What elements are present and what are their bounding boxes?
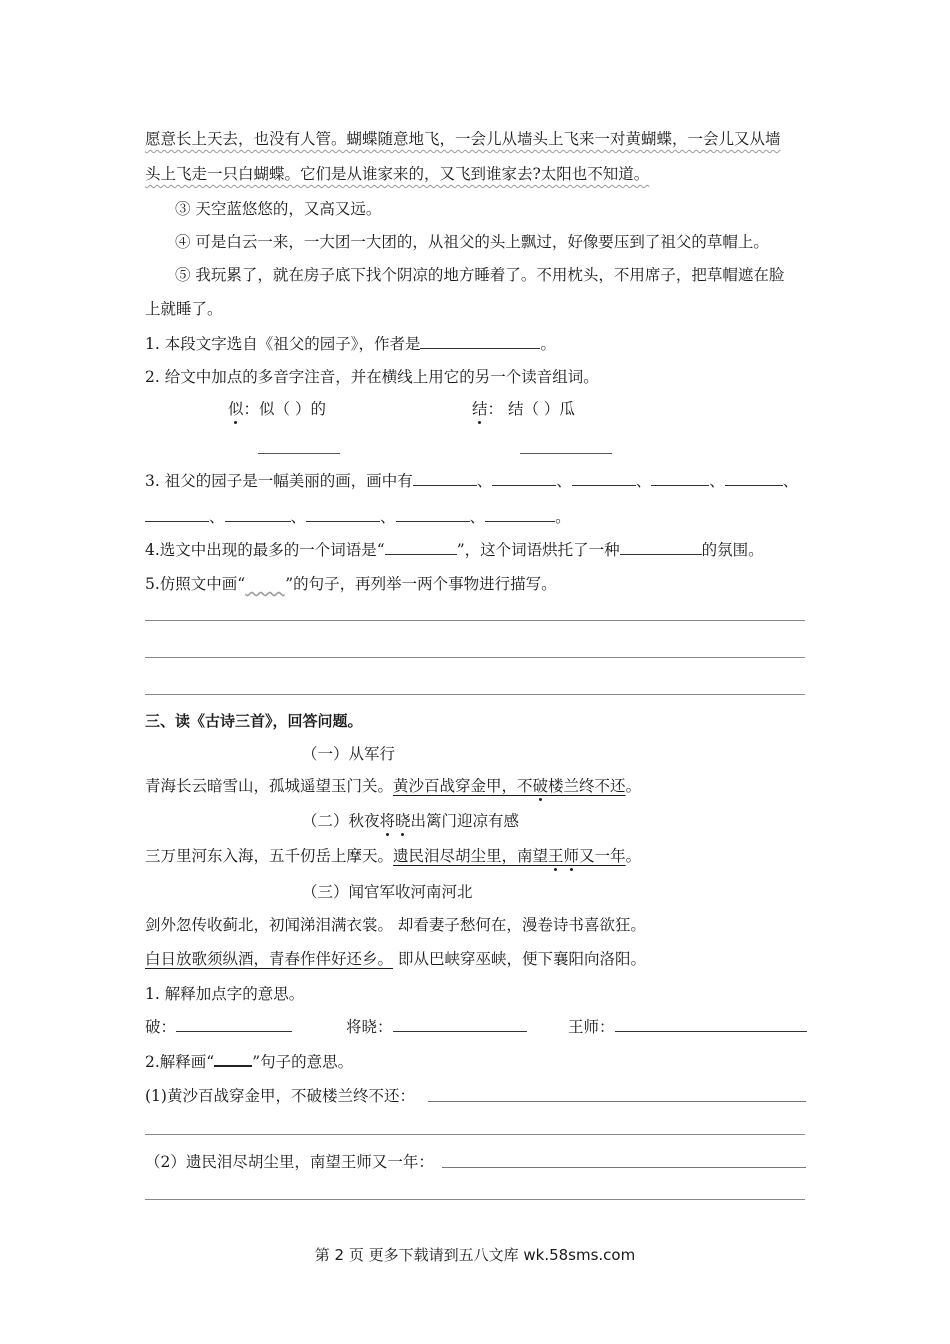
poem-2-title: （二）秋夜将晓出篱门迎凉有感	[302, 812, 520, 830]
dotted-char-shi: 师	[563, 847, 580, 865]
dotted-char-xiao: 晓	[395, 812, 411, 830]
passage-item-5-cont: 上就睡了。	[145, 300, 223, 318]
s3-q1-po: 破：	[145, 1016, 292, 1038]
answer-blank-atmosphere[interactable]	[620, 539, 702, 555]
dotted-char-si: 似	[228, 400, 244, 418]
answer-blank-si-word[interactable]	[258, 453, 340, 454]
poem-3-title: （三）闻官军收河南河北	[302, 883, 473, 901]
answer-blank-jie-word[interactable]	[520, 453, 612, 454]
answer-line[interactable]	[145, 1199, 805, 1200]
passage-item-4: ④ 可是白云一来，一大团一大团的，从祖父的头上飘过，好像要压到了祖父的草帽上。	[175, 233, 769, 251]
answer-blank[interactable]	[396, 506, 470, 522]
poem-1-text: 青海长云暗雪山，孤城遥望玉门关。黄沙百战穿金甲，不破楼兰终不还。	[145, 777, 642, 795]
question-4: 4.选文中出现的最多的一个词语是“ ”，这个词语烘托了一种 的氛围。	[145, 541, 764, 559]
answer-blank-jiangxiao[interactable]	[393, 1016, 527, 1032]
q2-item-si: 似：似（ ）的	[228, 400, 326, 418]
q2-item-jie: 结： 结（ ）瓜	[472, 400, 575, 418]
answer-blank[interactable]	[492, 470, 556, 486]
question-5: 5.仿照文中画“​ ”的句子，再列举一两个事物进行描写。	[145, 575, 557, 593]
passage-line-1: 愿意长上天去，也没有人管。蝴蝶随意地飞，一会儿从墙头上飞来一对黄蝴蝶，一会儿又从墙	[145, 130, 781, 148]
dotted-char-jie: 结	[472, 400, 488, 418]
question-2: 2. 给文中加点的多音字注音，并在横线上用它的另一个读音组词。	[145, 368, 599, 386]
answer-line[interactable]	[145, 657, 805, 658]
poem-1-title: （一）从军行	[302, 745, 396, 763]
dotted-char-po: 破	[532, 777, 549, 795]
dotted-char-wang: 王	[548, 847, 564, 865]
page-footer: 第 2 页 更多下载请到五八文库 wk.58sms.com	[314, 1246, 636, 1264]
answer-blank[interactable]	[225, 506, 291, 522]
s3-q2-1: (1)黄沙百战穿金甲，不破楼兰终不还：	[145, 1087, 415, 1105]
passage-item-3: ③ 天空蓝悠悠的，又高又远。	[175, 200, 382, 218]
answer-line[interactable]	[428, 1101, 806, 1102]
answer-blank-word[interactable]	[385, 539, 457, 555]
poem-3-line-2: 白日放歌须纵酒，青春作伴好还乡。 即从巴峡穿巫峡，便下襄阳向洛阳。	[145, 950, 646, 968]
section-3-heading: 三、读《古诗三首》，回答问题。	[145, 712, 363, 730]
s3-question-1: 1. 解释加点字的意思。	[145, 985, 305, 1003]
answer-blank[interactable]	[306, 506, 380, 522]
underline-sample	[214, 1050, 252, 1067]
wavy-underline-sample: ​	[245, 575, 285, 593]
answer-blank[interactable]	[651, 470, 709, 486]
answer-blank[interactable]	[572, 470, 636, 486]
s3-question-2: 2.解释画“ ”句子的意思。	[145, 1050, 353, 1073]
answer-blank[interactable]	[485, 506, 555, 522]
answer-blank[interactable]	[413, 470, 477, 486]
answer-blank-author[interactable]	[420, 333, 540, 349]
answer-line[interactable]	[442, 1167, 806, 1168]
question-3: 3. 祖父的园子是一幅美丽的画，画中有 、 、 、 、 、	[145, 472, 799, 490]
answer-line[interactable]	[145, 1134, 805, 1135]
poem-2-text: 三万里河东入海，五千仞岳上摩天。遗民泪尽胡尘里，南望王师又一年。	[145, 847, 642, 865]
answer-blank-po[interactable]	[176, 1016, 292, 1032]
s3-q1-jiangxiao: 将晓：	[346, 1016, 527, 1038]
answer-blank-wangshi[interactable]	[615, 1016, 807, 1032]
question-1: 1. 本段文字选自《祖父的园子》，作者是 。	[145, 335, 556, 353]
s3-q1-wangshi: 王师：	[568, 1016, 807, 1038]
answer-blank[interactable]	[145, 506, 209, 522]
passage-line-2: 头上飞走一只白蝴蝶。它们是从谁家来的，又飞到谁家去?太阳也不知道。	[145, 165, 650, 183]
question-3-cont: 、 、 、 、 。	[145, 506, 571, 528]
answer-line[interactable]	[145, 694, 805, 695]
passage-item-5: ⑤ 我玩累了，就在房子底下找个阴凉的地方睡着了。不用枕头，不用席子，把草帽遮在脸	[175, 266, 785, 284]
answer-line[interactable]	[145, 620, 805, 621]
answer-blank[interactable]	[725, 470, 783, 486]
dotted-char-jiang: 将	[379, 812, 396, 830]
s3-q2-2: （2）遗民泪尽胡尘里，南望王师又一年：	[145, 1153, 434, 1171]
poem-3-line-1: 剑外忽传收蓟北，初闻涕泪满衣裳。 却看妻子愁何在，漫卷诗书喜欲狂。	[145, 916, 646, 934]
